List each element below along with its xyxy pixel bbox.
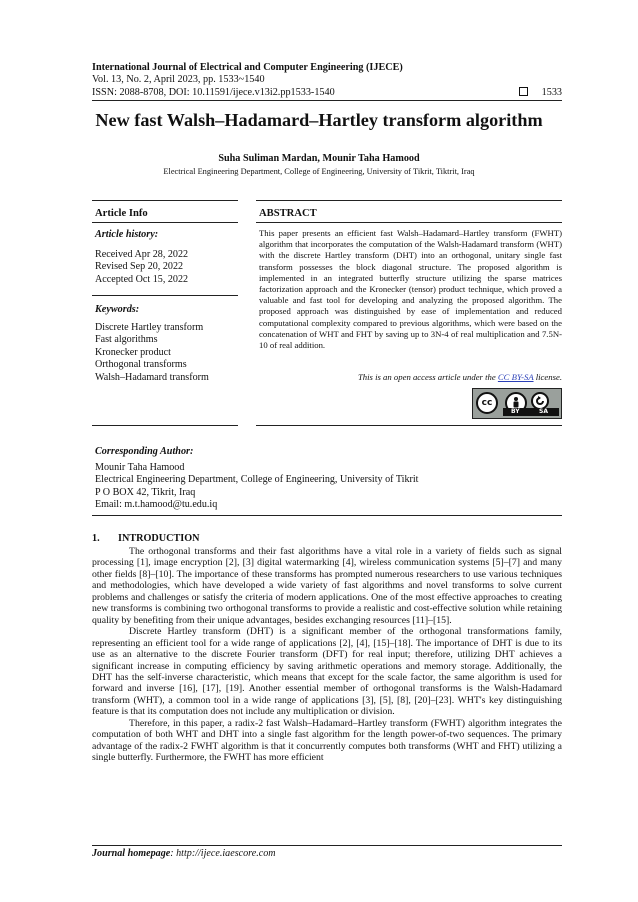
abstract-text: This paper presents an efficient fast Walsh–Hadamard–Hartley transform (FWHT) algorithm that incorporates the computation of the Walsh-Hadamard transform (WHT) with the discrete Hartley transform (DHT) into an orthogonal, unitary single fast transform possesses the block diagonal structure. The proposed algorithm is implemented in an integrated butterfly structure utilizing the sparse matrices factorization approach and the Kronecker (tensor) product technique, which proved a valuable and fast tool for developing and analyzing the proposed algorithm. The proposed approach was distinguished by ease of implementation and reduced computational complexity compared to previous algorithms, which were based on the concatenation of WHT and FHT by saving up to 3N-4 of real multiplication and 7.5N-10 of real addition. xyxy=(259,228,562,351)
authors: Suha Suliman Mardan, Mounir Taha Hamood xyxy=(218,153,420,164)
open-access-note xyxy=(259,372,562,382)
keywords-rule xyxy=(92,295,238,296)
article-info-heading: Article Info xyxy=(95,208,148,219)
introduction-body xyxy=(92,546,562,764)
paper-title: New fast Walsh–Hadamard–Hartley transform algorithm xyxy=(95,110,543,130)
issn-doi: ISSN: 2088-8708, DOI: 10.11591/ijece.v13i2.pp1533-1540 xyxy=(92,86,335,98)
received-date: Received Apr 28, 2022 xyxy=(95,249,189,260)
info-top-rule xyxy=(92,200,238,201)
open-access-prefix: This is an open access article under the xyxy=(357,372,498,382)
page-number-group xyxy=(519,87,562,99)
open-access-suffix: license. xyxy=(533,372,562,382)
corresponding-department: Electrical Engineering Department, College of Engineering, University of Tikrit xyxy=(95,474,419,486)
corresponding-name: Mounir Taha Hamood xyxy=(95,462,185,473)
paragraph: Therefore, in this paper, a radix-2 fast Walsh–Hadamard–Hartley transform (FWHT) algorithm integrates the computation of both WHT and DHT into a single fast algorithm for the length power-of-two sequences. The primary advantage of the radix-2 FWHT algorithm is that it concurrently computes both transforms (WHT and FHT) utilizing a single butterfly. Furthermore, the FWHT has more efficient xyxy=(92,717,562,764)
issn-line xyxy=(92,87,562,99)
keywords-list xyxy=(95,322,209,384)
section-heading xyxy=(92,533,200,544)
badge-label-bar xyxy=(503,408,559,416)
page-number: 1533 xyxy=(541,86,562,98)
section-title: INTRODUCTION xyxy=(118,533,200,544)
journal-header xyxy=(92,62,562,99)
paragraph: Discrete Hartley transform (DHT) is a significant member of the orthogonal transformations family, representing an efficient tool for a wide range of applications [2], [4], [15]–[18]. The importance of DHT is due to its use as an alternative to the discrete Fourier transform (DFT) for real input; therefore, utilizing DHT achieves a significant increase in computing efficiency by saving arithmetic operations and memory storage. Additionally, the DHT has the self-inverse characteristic, which means that except for the scale factor, the same algorithm is used for forward and inverse [16], [17], [19]. Another essential member of orthogonal transforms is the Walsh-Hadamard transform (WHT), a common tool in a wide range of applications [3], [5], [8], [20]–[23]. WHT's key distinguishing feature is that its computation does not include any multiplication or division. xyxy=(92,626,562,718)
abstract-top-rule xyxy=(256,200,562,201)
info-head-rule xyxy=(92,222,238,223)
history-heading: Article history: xyxy=(95,229,159,240)
front-matter-bottom-rule xyxy=(92,515,562,516)
corresponding-author-block xyxy=(95,462,418,512)
affiliation: Electrical Engineering Department, College of Engineering, University of Tikrit, Tiktrit, Iraq xyxy=(163,167,475,176)
corresponding-heading: Corresponding Author: xyxy=(95,446,194,457)
info-bottom-rule xyxy=(92,425,238,426)
keyword-item: Orthogonal transforms xyxy=(95,359,187,371)
keywords-heading: Keywords: xyxy=(95,304,140,315)
cc-by-sa-badge[interactable] xyxy=(472,388,562,419)
keyword-item: Discrete Hartley transform xyxy=(95,322,204,333)
revised-date: Revised Sep 20, 2022 xyxy=(95,261,184,273)
footer-url[interactable]: : http://ijece.iaescore.com xyxy=(170,848,276,859)
keyword-item: Fast algorithms xyxy=(95,334,158,346)
share-alike-arrow-icon xyxy=(533,394,547,408)
accepted-date: Accepted Oct 15, 2022 xyxy=(95,273,189,285)
paragraph: The orthogonal transforms and their fast algorithms have a vital role in a variety of fields such as signal processing [1], image encryption [2], [3] digital watermarking [4], wireless communication systems [5]–[7] and many other fields [8]–[10]. The importance of these transforms has prompted numerous researchers to use various techniques and methodologies, which have developed a wide variety of fast algorithms and novel transforms to solve current problems and challenges or satisfy the criteria of modern applications. One of the most effective approaches to creating new transforms is combining two orthogonal transforms to provide a realistic and cost-effective solution while retaining quality by benefiting from their unique advantages, besides exchanging resources [11]–[15]. xyxy=(92,546,562,626)
cc-icon: cc xyxy=(476,392,498,414)
footer-label: Journal homepage xyxy=(92,848,171,859)
volume-line: Vol. 13, No. 2, April 2023, pp. 1533~1540 xyxy=(92,74,265,86)
by-label: BY xyxy=(511,408,520,415)
corresponding-email: Email: m.t.hamood@tu.edu.iq xyxy=(95,499,218,511)
corresponding-address: P O BOX 42, Tikrit, Iraq xyxy=(95,486,196,498)
abstract-bottom-rule xyxy=(256,425,562,426)
page-footer xyxy=(92,848,276,859)
keyword-item: Walsh–Hadamard transform xyxy=(95,371,209,383)
sa-label: SA xyxy=(539,408,548,415)
abstract-heading: ABSTRACT xyxy=(259,208,317,219)
footer-rule xyxy=(92,845,562,846)
header-rule xyxy=(92,100,562,101)
article-history xyxy=(95,249,188,286)
keyword-item: Kronecker product xyxy=(95,346,171,358)
license-link[interactable]: CC BY-SA xyxy=(497,372,534,382)
section-number: 1. xyxy=(92,533,100,544)
square-icon xyxy=(519,87,528,96)
journal-name: International Journal of Electrical and Computer Engineering (IJECE) xyxy=(92,62,403,73)
abstract-head-rule xyxy=(256,222,562,223)
